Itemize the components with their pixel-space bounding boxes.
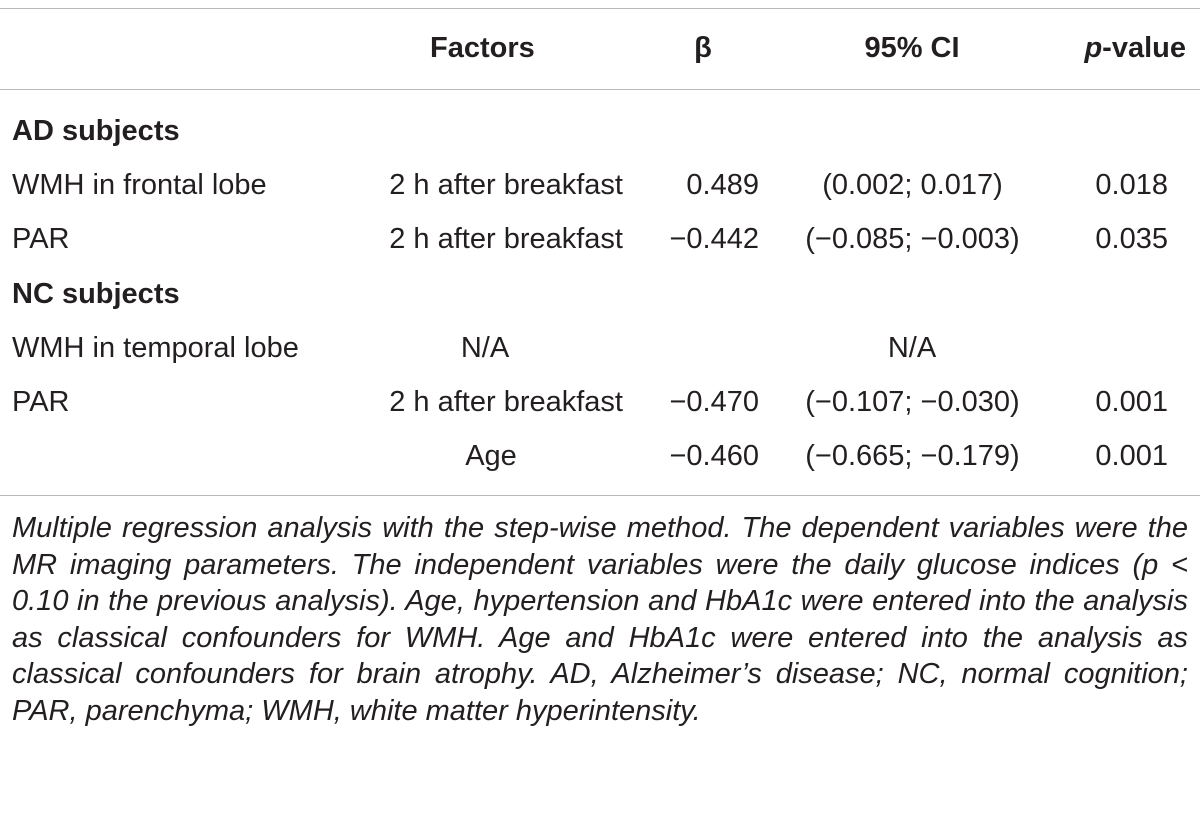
table-row-ci: N/A — [887, 332, 937, 364]
table-top-rule — [0, 8, 1200, 9]
table-row-ci: (−0.085; −0.003) — [805, 223, 1020, 255]
table-row-beta: −0.442 — [669, 223, 759, 255]
table-row-label: WMH in frontal lobe — [12, 169, 267, 201]
table-bottom-rule — [0, 495, 1200, 496]
header-factors: Factors — [430, 32, 535, 64]
header-ci: 95% CI — [864, 32, 960, 64]
table-row-p: 0.035 — [1095, 223, 1168, 255]
header-beta: β — [694, 32, 712, 64]
group-title-nc: NC subjects — [12, 278, 180, 310]
table-footnote: Multiple regression analysis with the step-wise method. The dependent variables were the MR imaging parameters. The independent variables were the daily glucose indices (p < 0.10 in the previous analysis). Age, hypertension and HbA1c were entered into the analysis as classical confounders for WMH. Age and HbA1c were entered into the analysis as classical confounders for brain atrophy. AD, Alzheimer’s disease; NC, normal cognition; PAR, parenchyma; WMH, white matter hyperintensity. — [12, 512, 1188, 727]
header-p-value — [1062, 31, 1186, 65]
table-row-beta: −0.470 — [669, 386, 759, 418]
table-row-label: WMH in temporal lobe — [12, 332, 299, 364]
table-row-beta: 0.489 — [686, 169, 759, 201]
group-title-ad: AD subjects — [12, 115, 180, 147]
header-p-italic: p — [1084, 32, 1103, 64]
table-row-factor: Age — [465, 440, 517, 472]
header-p-rest: -value — [1102, 32, 1186, 64]
table-row-factor: 2 h after breakfast — [389, 169, 623, 201]
table-row-beta: −0.460 — [669, 440, 759, 472]
table-row-ci: (−0.107; −0.030) — [805, 386, 1020, 418]
table-row-ci: (−0.665; −0.179) — [805, 440, 1020, 472]
table-row-ci: (0.002; 0.017) — [822, 169, 1003, 201]
table-row-p: 0.018 — [1095, 169, 1168, 201]
table-row-factor: N/A — [460, 332, 510, 364]
table-row-label: PAR — [12, 223, 70, 255]
table-row-factor: 2 h after breakfast — [389, 223, 623, 255]
table-row-factor: 2 h after breakfast — [389, 386, 623, 418]
table-row-p: 0.001 — [1095, 440, 1168, 472]
table-row-p: 0.001 — [1095, 386, 1168, 418]
table-header-rule — [0, 89, 1200, 90]
table-row-label: PAR — [12, 386, 70, 418]
